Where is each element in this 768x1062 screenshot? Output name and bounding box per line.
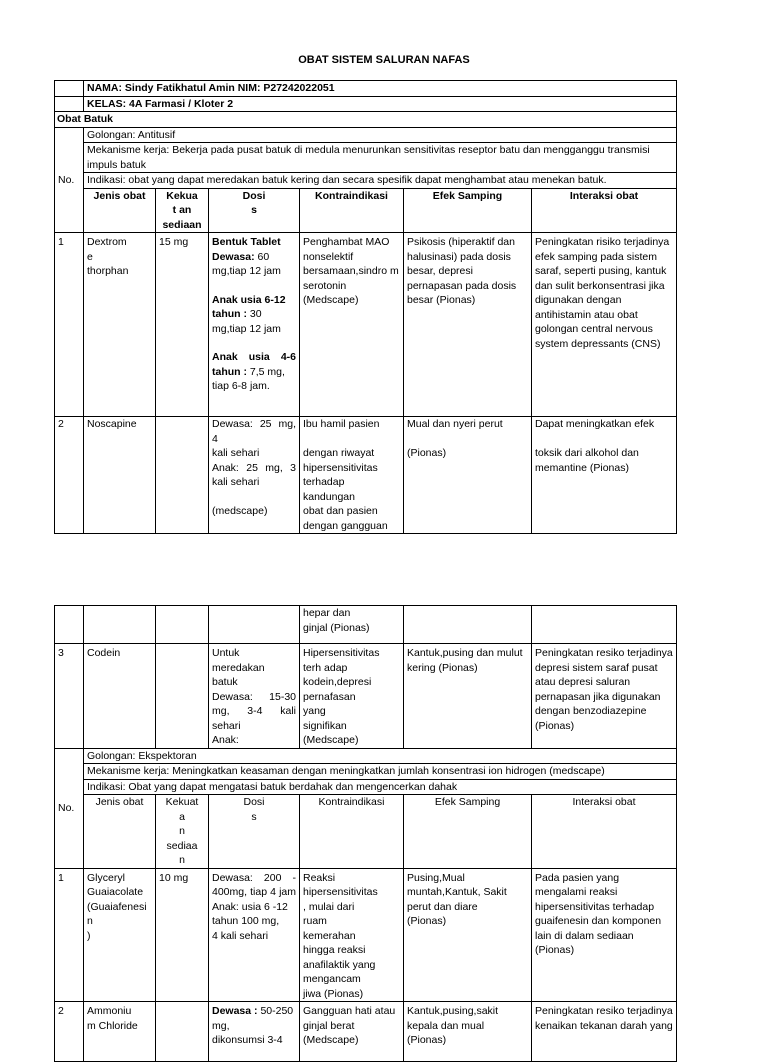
antitusif-table	[54, 80, 677, 534]
dosage-form: Bentuk Tablet	[212, 236, 281, 248]
header-kontraindikasi: Kontraindikasi	[300, 795, 404, 869]
indikasi-antitusif: Indikasi: obat yang dapat meredakan batuk kering dan secara spesifik dapat menghambat atau menekan batuk.	[84, 173, 677, 189]
contraindication-continued: hepar dan ginjal (Pionas)	[300, 606, 404, 644]
header-jenis-obat: Jenis obat	[84, 188, 156, 233]
drug-dosage: Dewasa: 25 mg, 4 kali sehari Anak: 25 mg, 3 kali sehari (medscape)	[209, 417, 300, 534]
dosage-adult-label: Dewasa:	[212, 250, 255, 263]
empty-cell	[532, 606, 677, 644]
dosage-child-4-6: 7,5 mg, tiap 6-8 jam.	[212, 365, 285, 392]
dosage-child-6-12-label: Anak usia 6-12 tahun :	[212, 293, 286, 320]
drug-strength	[156, 644, 209, 749]
row-number: 2	[55, 417, 84, 534]
row-number: 1	[55, 233, 84, 417]
contraindication: Ibu hamil pasien dengan riwayat hipersensitivitas terhadap kandungan obat dan pasien dengan gangguan	[300, 417, 404, 534]
contraindication: Hipersensitivitas terh adap kodein,depresi pernafasan yang signifikan (Medscape)	[300, 644, 404, 749]
document-title: OBAT SISTEM SALURAN NAFAS	[298, 54, 470, 66]
drug-interaction: Peningkatan risiko terjadinya efek samping pada sistem saraf, seperti pusing, kantuk dan sulit berkonsentrasi jika digunakan dengan antihistamin atau obat golongan central nervous system depressants (CNS)	[532, 233, 677, 417]
drug-dosage	[209, 233, 300, 417]
golongan-antitusif: Golongan: Antitusif	[84, 127, 677, 143]
no-label: No.	[55, 748, 84, 868]
student-class: KELAS: 4A Farmasi / Kloter 2	[84, 96, 677, 112]
header-efek-samping: Efek Samping	[404, 795, 532, 869]
drug-interaction: Pada pasien yang mengalami reaksi hipersensitivitas terhadap guaifenesin dan komponen lain di dalam sediaan (Pionas)	[532, 868, 677, 1002]
mekanisme-antitusif: Mekanisme kerja: Bekerja pada pusat batuk di medula menurunkan sensitivitas reseptor batu dan mengganggu transmisi impuls batuk	[84, 143, 677, 173]
side-effects: Mual dan nyeri perut (Pionas)	[404, 417, 532, 534]
student-name-nim: NAMA: Sindy Fatikhatul Amin NIM: P27242022051	[84, 81, 677, 97]
side-effects: Kantuk,pusing,sakit kepala dan mual (Pionas)	[404, 1002, 532, 1062]
contraindication: Gangguan hati atau ginjal berat (Medscape)	[300, 1002, 404, 1062]
no-label: No.	[55, 127, 84, 233]
dosage-child-4-6-label: Anak usia 4-6 tahun :	[212, 351, 296, 378]
empty-cell	[156, 606, 209, 644]
empty-cell	[55, 81, 84, 97]
table-row	[55, 233, 677, 417]
drug-strength	[156, 1002, 209, 1062]
header-kekuatan-sediaan: Kekuat a n sediaa n	[156, 795, 209, 869]
indikasi-ekspektoran: Indikasi: Obat yang dapat mengatasi batuk berdahak dan mengencerkan dahak	[84, 779, 677, 795]
empty-cell	[404, 606, 532, 644]
drug-name: Noscapine	[84, 417, 156, 534]
empty-cell	[209, 606, 300, 644]
section-title: Obat Batuk	[55, 112, 677, 128]
drug-name: Ammoniu m Chloride	[84, 1002, 156, 1062]
drug-name: Codein	[84, 644, 156, 749]
header-interaksi-obat: Interaksi obat	[532, 188, 677, 233]
golongan-ekspektoran: Golongan: Ekspektoran	[84, 748, 677, 764]
contraindication: Reaksi hipersensitivitas , mulai dari ruam kemerahan hingga reaksi anafilaktik yang mengancam jiwa (Pionas)	[300, 868, 404, 1002]
drug-name: Glyceryl Guaiacolate (Guaiafenesi n )	[84, 868, 156, 1002]
drug-strength	[156, 417, 209, 534]
continued-table	[54, 605, 677, 1062]
drug-name: Dextrom e thorphan	[84, 233, 156, 417]
drug-interaction: Dapat meningkatkan efek toksik dari alkohol dan memantine (Pionas)	[532, 417, 677, 534]
dosage-child-6-12: 30 mg,tiap 12 jam	[212, 308, 281, 335]
header-kontraindikasi: Kontraindikasi	[300, 188, 404, 233]
table-row	[55, 1002, 677, 1062]
header-dosis: Dosi s	[209, 188, 300, 233]
row-number: 3	[55, 644, 84, 749]
table-row	[55, 644, 677, 749]
side-effects: Psikosis (hiperaktif dan halusinasi) pada dosis besar, depresi pernapasan pada dosis besar (Pionas)	[404, 233, 532, 417]
side-effects: Pusing,Mual muntah,Kantuk, Sakit perut dan diare (Pionas)	[404, 868, 532, 1002]
contraindication: Penghambat MAO nonselektif bersamaan,sindro m serotonin (Medscape)	[300, 233, 404, 417]
empty-cell	[55, 96, 84, 112]
drug-dosage: Dewasa: 200 - 400mg, tiap 4 jam Anak: usia 6 -12 tahun 100 mg, 4 kali sehari	[209, 868, 300, 1002]
dosage-adult-label: Dewasa :	[212, 1005, 258, 1017]
header-interaksi-obat: Interaksi obat	[532, 795, 677, 869]
mekanisme-ekspektoran: Mekanisme kerja: Meningkatkan keasaman dengan meningkatkan jumlah konsentrasi ion hidrogen (medscape)	[84, 764, 677, 780]
dosage-adult: 50-250 mg, dikonsumsi 3-4	[212, 1005, 294, 1046]
drug-dosage: Untuk meredakan batuk Dewasa: 15-30 mg, 3-4 kali sehari Anak:	[209, 644, 300, 749]
drug-dosage	[209, 1002, 300, 1062]
row-number: 2	[55, 1002, 84, 1062]
table-row	[55, 868, 677, 1002]
drug-interaction: Peningkatan resiko terjadinya depresi sistem saraf pusat atau depresi saluran pernapasan jika digunakan dengan benzodiazepine (Pionas)	[532, 644, 677, 749]
header-dosis: Dosi s	[209, 795, 300, 869]
header-efek-samping: Efek Samping	[404, 188, 532, 233]
drug-strength: 15 mg	[156, 233, 209, 417]
empty-cell	[84, 606, 156, 644]
side-effects: Kantuk,pusing dan mulut kering (Pionas)	[404, 644, 532, 749]
drug-strength: 10 mg	[156, 868, 209, 1002]
header-kekuatan-sediaan: Kekua t an sediaan	[156, 188, 209, 233]
dosage-adult: 60 mg,tiap 12 jam	[212, 250, 281, 277]
table-row	[55, 417, 677, 534]
header-jenis-obat: Jenis obat	[84, 795, 156, 869]
row-number: 1	[55, 868, 84, 1002]
drug-interaction: Peningkatan resiko terjadinya kenaikan tekanan darah yang	[532, 1002, 677, 1062]
empty-cell	[55, 606, 84, 644]
